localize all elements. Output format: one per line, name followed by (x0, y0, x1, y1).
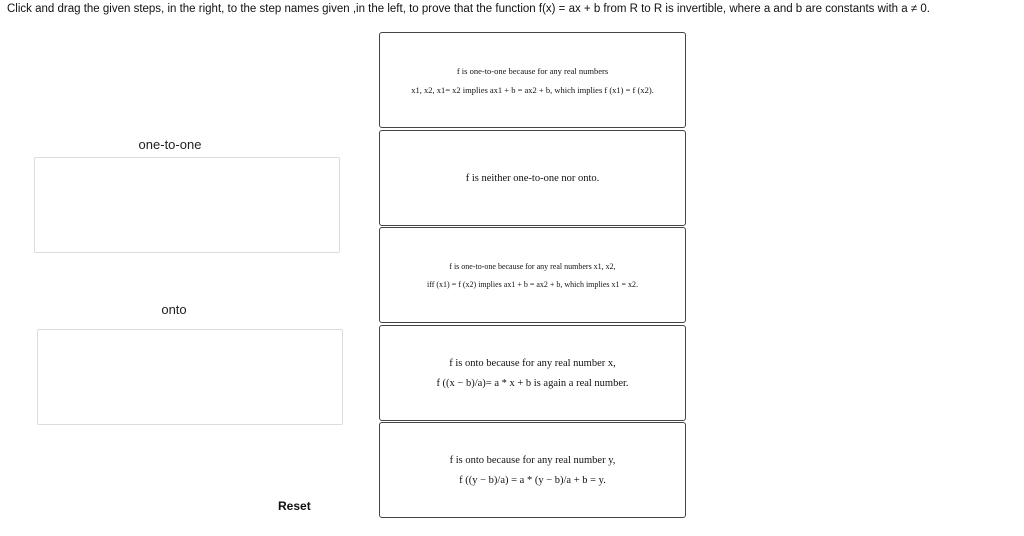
step-card-line: f is one-to-one because for any real numbers x1, x2, (449, 261, 616, 271)
step-card-line: f ((x − b)/a)= a * x + b is again a real number. (436, 377, 629, 389)
instructions-text: Click and drag the given steps, in the right, to the step names given ,in the left, to prove that the function f(x) = ax + b from R to R is invertible, where a and b are constants with a ≠ 0. (7, 3, 930, 15)
reset-button[interactable]: Reset (278, 499, 311, 513)
step-card-line: f is onto because for any real number y, (449, 454, 616, 466)
step-card-one-to-one-converse[interactable] (379, 32, 686, 128)
drop-zone-onto[interactable] (37, 329, 343, 425)
step-name-onto: onto (161, 302, 187, 317)
step-card-line: x1, x2, x1= x2 implies ax1 + b = ax2 + b, which implies f (x1) = f (x2). (411, 84, 654, 95)
step-card-line: f ((y − b)/a) = a * (y − b)/a + b = y. (459, 474, 606, 486)
step-card-onto-y[interactable] (379, 422, 686, 518)
step-card-line: f is one-to-one because for any real numbers (456, 65, 609, 76)
step-card-neither[interactable] (379, 130, 686, 226)
step-card-one-to-one[interactable] (379, 227, 686, 323)
step-card-onto-x[interactable] (379, 325, 686, 421)
step-card-line: f is neither one-to-one nor onto. (465, 172, 600, 184)
drop-zone-one-to-one[interactable] (34, 157, 340, 253)
step-card-line: iff (x1) = f (x2) implies ax1 + b = ax2 + b, which implies x1 = x2. (426, 279, 639, 289)
step-card-line: f is onto because for any real number x, (449, 357, 616, 369)
step-name-one-to-one: one-to-one (138, 137, 202, 152)
